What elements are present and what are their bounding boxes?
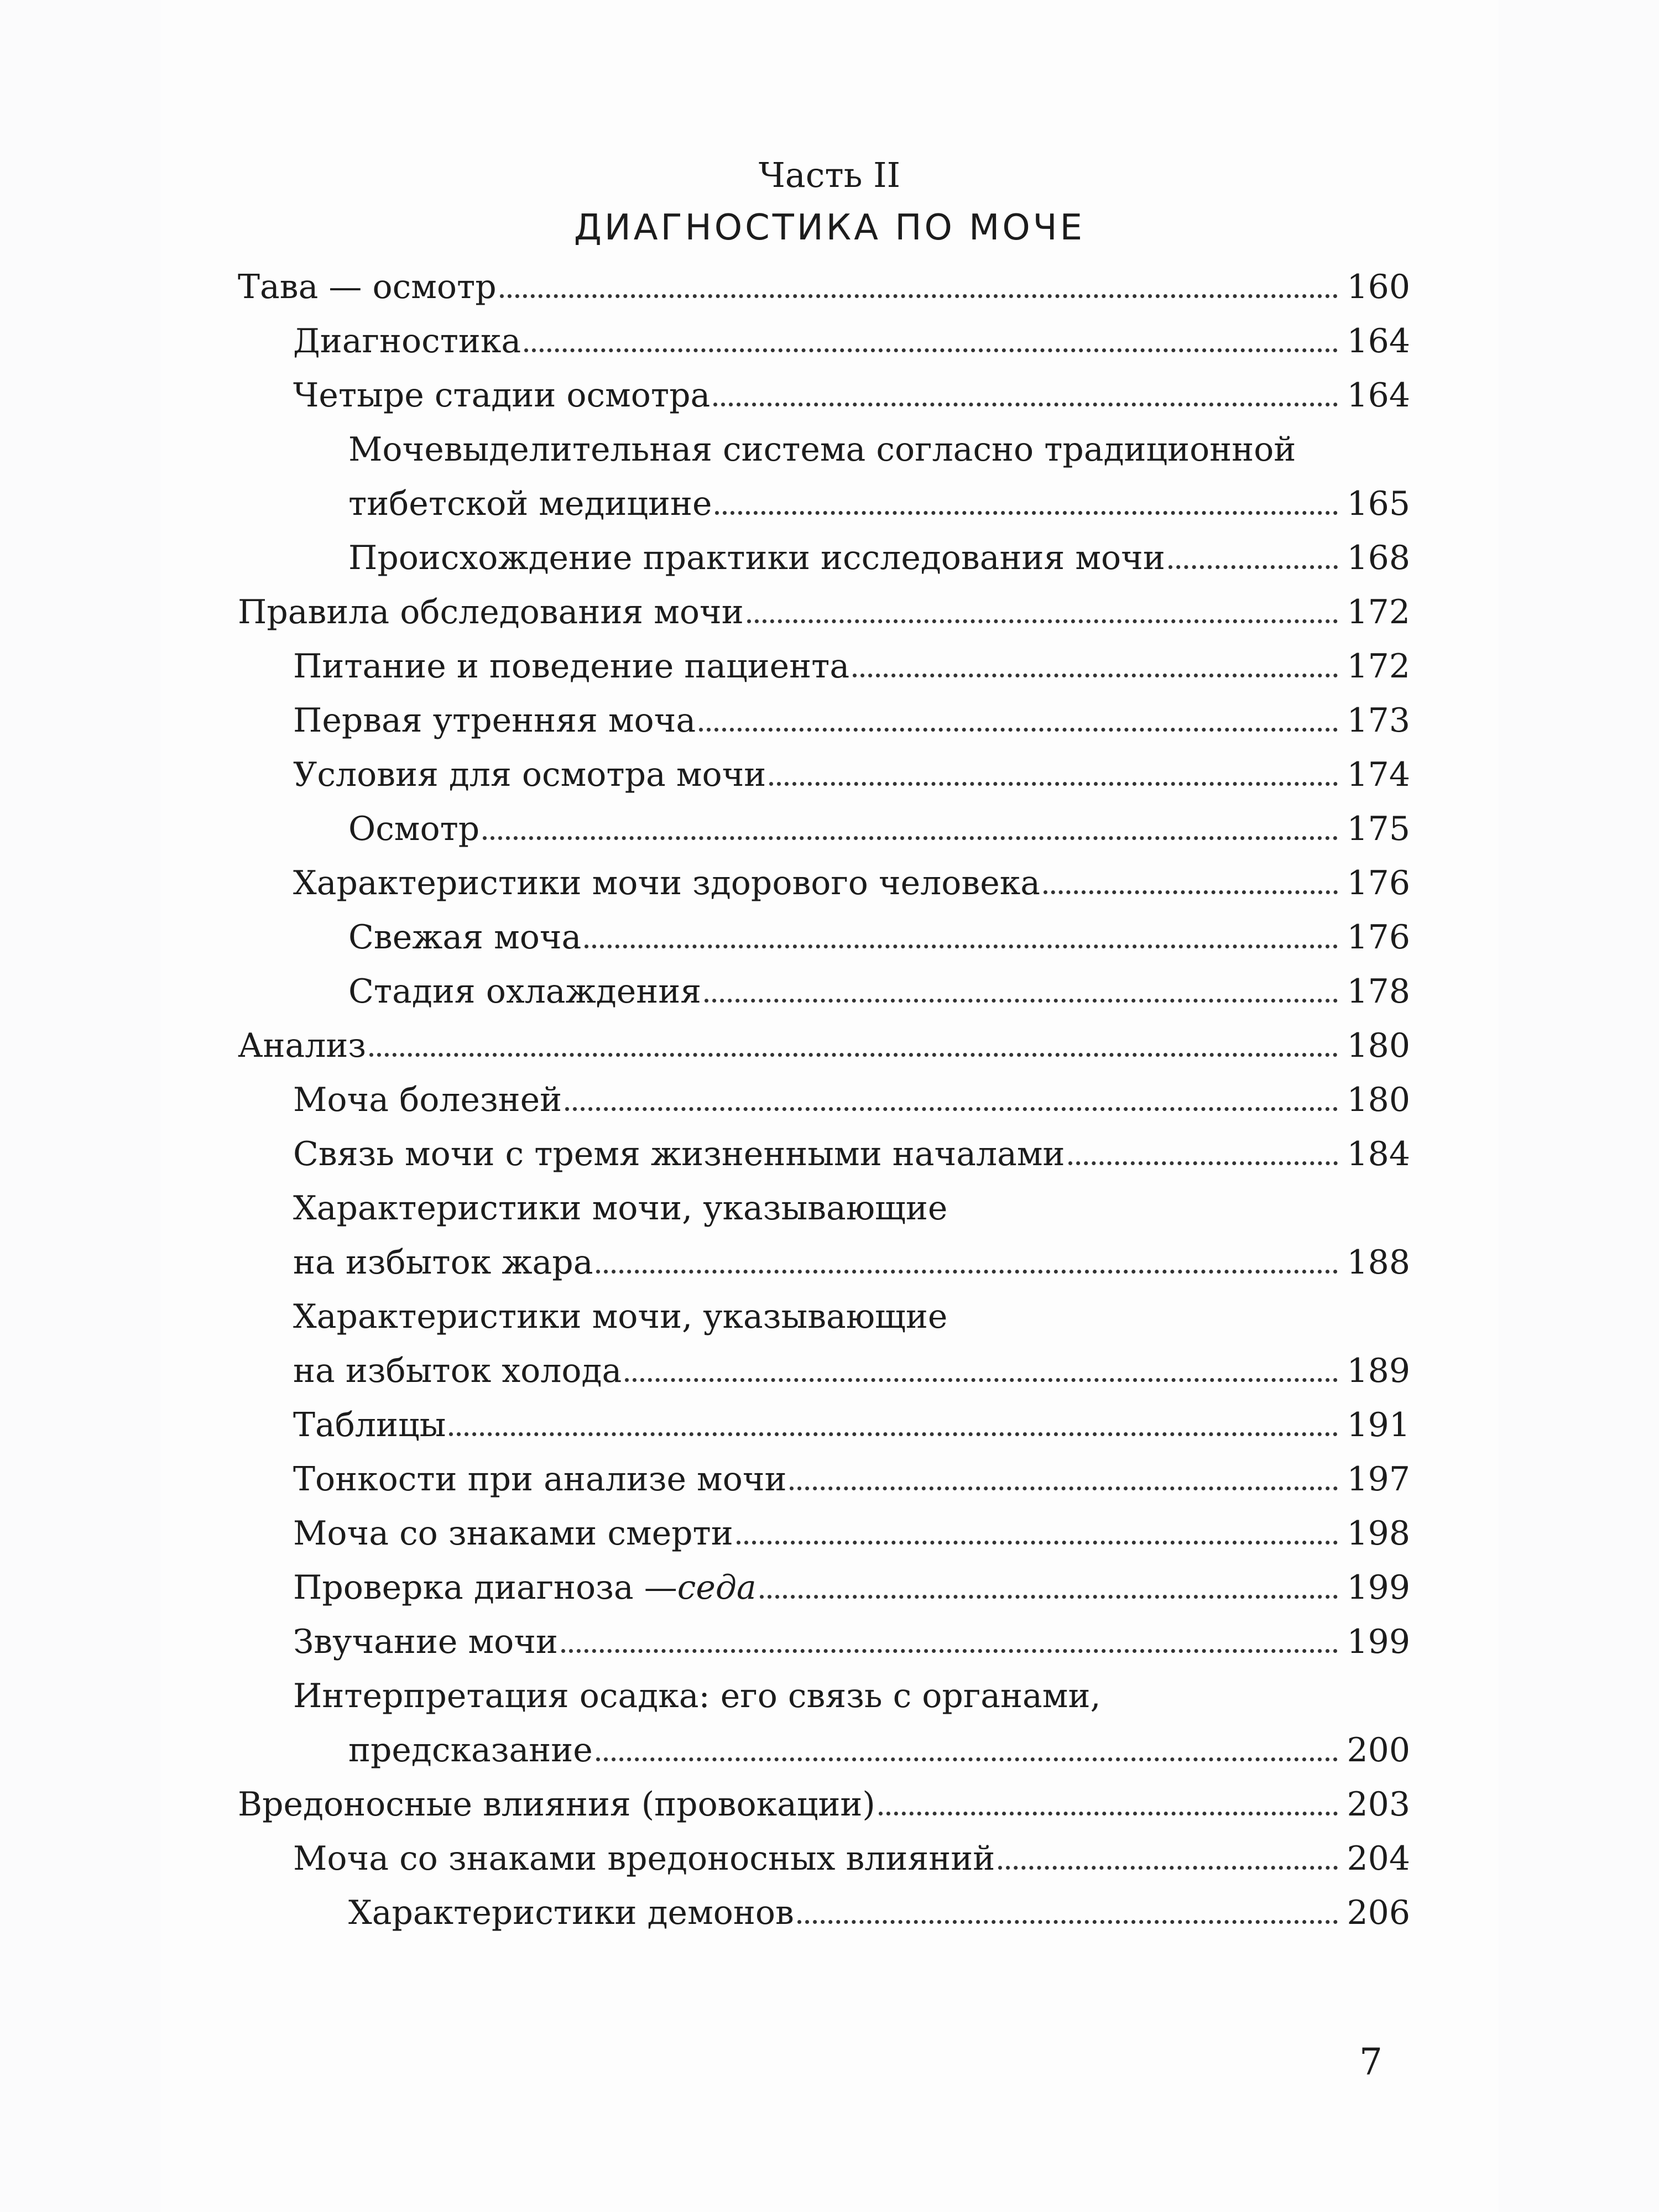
toc-entry	[238, 1452, 1410, 1506]
toc-leader-dots	[747, 619, 1338, 623]
toc-entry	[238, 1561, 1410, 1615]
toc-leader-dots	[998, 1866, 1338, 1870]
part-label: Часть II	[758, 155, 901, 195]
toc-entry-page: 172	[1347, 593, 1410, 632]
toc-entry-page: 160	[1347, 268, 1410, 306]
toc-leader-dots	[596, 1270, 1338, 1274]
toc-entry-page: 164	[1347, 322, 1410, 361]
toc-entry-title: Происхождение практики исследования мочи	[348, 539, 1165, 577]
toc-entry-title: Диагностика	[293, 322, 521, 361]
toc-entry-title: Правила обследования мочи	[238, 593, 744, 632]
toc-entry	[238, 531, 1410, 585]
toc-entry	[238, 856, 1410, 910]
toc-leader-dots	[705, 999, 1338, 1003]
toc-entry-page: 189	[1347, 1352, 1410, 1390]
toc-entry	[238, 1073, 1410, 1127]
toc-entry-page: 200	[1347, 1731, 1410, 1770]
toc-entry-page: 203	[1347, 1785, 1410, 1824]
toc-entry-title: предсказание	[348, 1731, 593, 1770]
toc-entry-page: 173	[1347, 701, 1410, 740]
toc-entry-page: 172	[1347, 647, 1410, 686]
toc-entry-title: Первая утренняя моча	[293, 701, 696, 740]
toc-leader-dots	[369, 1053, 1338, 1057]
toc-entry-title: на избыток холода	[293, 1352, 622, 1390]
toc-entry-page: 191	[1347, 1406, 1410, 1444]
toc-entry-page: 175	[1347, 810, 1410, 848]
toc-entry-page: 165	[1347, 484, 1410, 523]
toc-leader-dots	[565, 1107, 1338, 1111]
toc-entry-title: Мочевыделительная система согласно традиционной	[348, 430, 1296, 469]
toc-entry	[238, 368, 1410, 422]
toc-leader-dots	[449, 1432, 1338, 1436]
toc-entry	[238, 748, 1410, 802]
toc-entry	[238, 1832, 1410, 1886]
toc-leader-dots	[585, 945, 1338, 948]
toc-entry-title: Осмотр	[348, 810, 480, 848]
toc-entry	[238, 1723, 1410, 1777]
toc-entry	[238, 1886, 1410, 1940]
toc-entry-page: 204	[1347, 1839, 1410, 1878]
toc-entry	[238, 1344, 1410, 1398]
toc-entry-title: Характеристики мочи здорового человека	[293, 864, 1040, 902]
toc-leader-dots	[596, 1757, 1338, 1761]
toc-entry	[238, 1235, 1410, 1290]
toc-entry-page: 176	[1347, 918, 1410, 957]
toc-entry-title: Связь мочи с тремя жизненными началами	[293, 1135, 1065, 1173]
toc-leader-dots	[483, 836, 1338, 840]
toc-leader-dots	[500, 294, 1338, 298]
toc-entry-title: Таблицы	[293, 1406, 446, 1444]
toc-entry	[238, 585, 1410, 639]
toc-entry	[238, 1777, 1410, 1832]
toc-entry-page: 199	[1347, 1623, 1410, 1661]
toc-entry-title: Проверка диагноза —	[293, 1568, 677, 1607]
toc-leader-dots	[797, 1920, 1338, 1924]
toc-entry	[238, 260, 1410, 314]
toc-entry-title: Свежая моча	[348, 918, 582, 957]
toc-entry	[238, 1669, 1410, 1723]
toc-entry-title: Тонкости при анализе мочи	[293, 1460, 787, 1499]
toc-entry	[238, 964, 1410, 1019]
toc-leader-dots	[1168, 565, 1338, 569]
toc-entry	[238, 910, 1410, 964]
toc-entry-title: Анализ	[238, 1026, 367, 1065]
toc-leader-dots	[625, 1378, 1338, 1382]
toc-entry	[238, 802, 1410, 856]
toc-entry	[238, 639, 1410, 693]
toc-entry-page: 184	[1347, 1135, 1410, 1173]
toc-entry-title: Стадия охлаждения	[348, 972, 702, 1011]
toc-entry-page: 199	[1347, 1568, 1410, 1607]
toc-entry-title: Условия для осмотра мочи	[293, 755, 766, 794]
toc-leader-dots	[713, 403, 1338, 406]
toc-entry-title: Характеристики мочи, указывающие	[293, 1297, 948, 1336]
toc-leader-dots	[561, 1649, 1338, 1653]
toc-leader-dots	[790, 1486, 1338, 1490]
toc-leader-dots	[769, 782, 1338, 786]
toc-leader-dots	[699, 728, 1338, 732]
toc-entry	[238, 1506, 1410, 1561]
toc-entry-title: Моча болезней	[293, 1081, 562, 1119]
toc-leader-dots	[879, 1812, 1338, 1815]
toc-leader-dots	[715, 511, 1338, 515]
toc-entry	[238, 1290, 1410, 1344]
toc-entry-page: 168	[1347, 539, 1410, 577]
toc-entry-page: 206	[1347, 1893, 1410, 1932]
toc-entry-title: Звучание мочи	[293, 1623, 558, 1661]
toc-entry-title: Вредоносные влияния (провокации)	[238, 1785, 875, 1824]
toc-entry	[238, 314, 1410, 368]
toc-entry-title: Характеристики демонов	[348, 1893, 794, 1932]
toc-entry-title: Интерпретация осадка: его связь с органами,	[293, 1677, 1101, 1715]
toc-entry	[238, 693, 1410, 748]
toc-entry-page: 174	[1347, 755, 1410, 794]
toc-entry-page: 197	[1347, 1460, 1410, 1499]
toc-entry-title: Моча со знаками вредоносных влияний	[293, 1839, 995, 1878]
toc-entry-page: 176	[1347, 864, 1410, 902]
toc-entry-title: тибетской медицине	[348, 484, 712, 523]
toc-entry-italic-term: седа	[677, 1568, 757, 1607]
table-of-contents	[238, 260, 1410, 1940]
toc-entry	[238, 477, 1410, 531]
toc-entry-page: 180	[1347, 1081, 1410, 1119]
toc-leader-dots	[1044, 890, 1338, 894]
toc-entry-title: Тава — осмотр	[238, 268, 497, 306]
toc-entry	[238, 1127, 1410, 1181]
toc-entry-page: 198	[1347, 1514, 1410, 1553]
toc-leader-dots	[1068, 1161, 1338, 1165]
part-title: ДИАГНОСТИКА ПО МОЧЕ	[573, 207, 1086, 248]
toc-entry-title: на избыток жара	[293, 1243, 593, 1282]
book-page	[160, 0, 1499, 2212]
toc-entry-title: Питание и поведение пациента	[293, 647, 850, 686]
toc-leader-dots	[524, 348, 1338, 352]
toc-entry	[238, 1019, 1410, 1073]
toc-entry-page: 178	[1347, 972, 1410, 1011]
toc-entry-page: 188	[1347, 1243, 1410, 1282]
toc-entry-page: 180	[1347, 1026, 1410, 1065]
toc-entry	[238, 422, 1410, 477]
toc-entry-title: Четыре стадии осмотра	[293, 376, 711, 415]
toc-leader-dots	[737, 1541, 1338, 1545]
toc-entry	[238, 1398, 1410, 1452]
toc-entry	[238, 1615, 1410, 1669]
toc-entry-title: Характеристики мочи, указывающие	[293, 1189, 948, 1228]
toc-entry	[238, 1181, 1410, 1235]
toc-entry-page: 164	[1347, 376, 1410, 415]
page-number: 7	[1359, 2041, 1383, 2083]
toc-entry-title: Моча со знаками смерти	[293, 1514, 733, 1553]
toc-leader-dots	[760, 1595, 1338, 1599]
toc-leader-dots	[853, 674, 1338, 677]
